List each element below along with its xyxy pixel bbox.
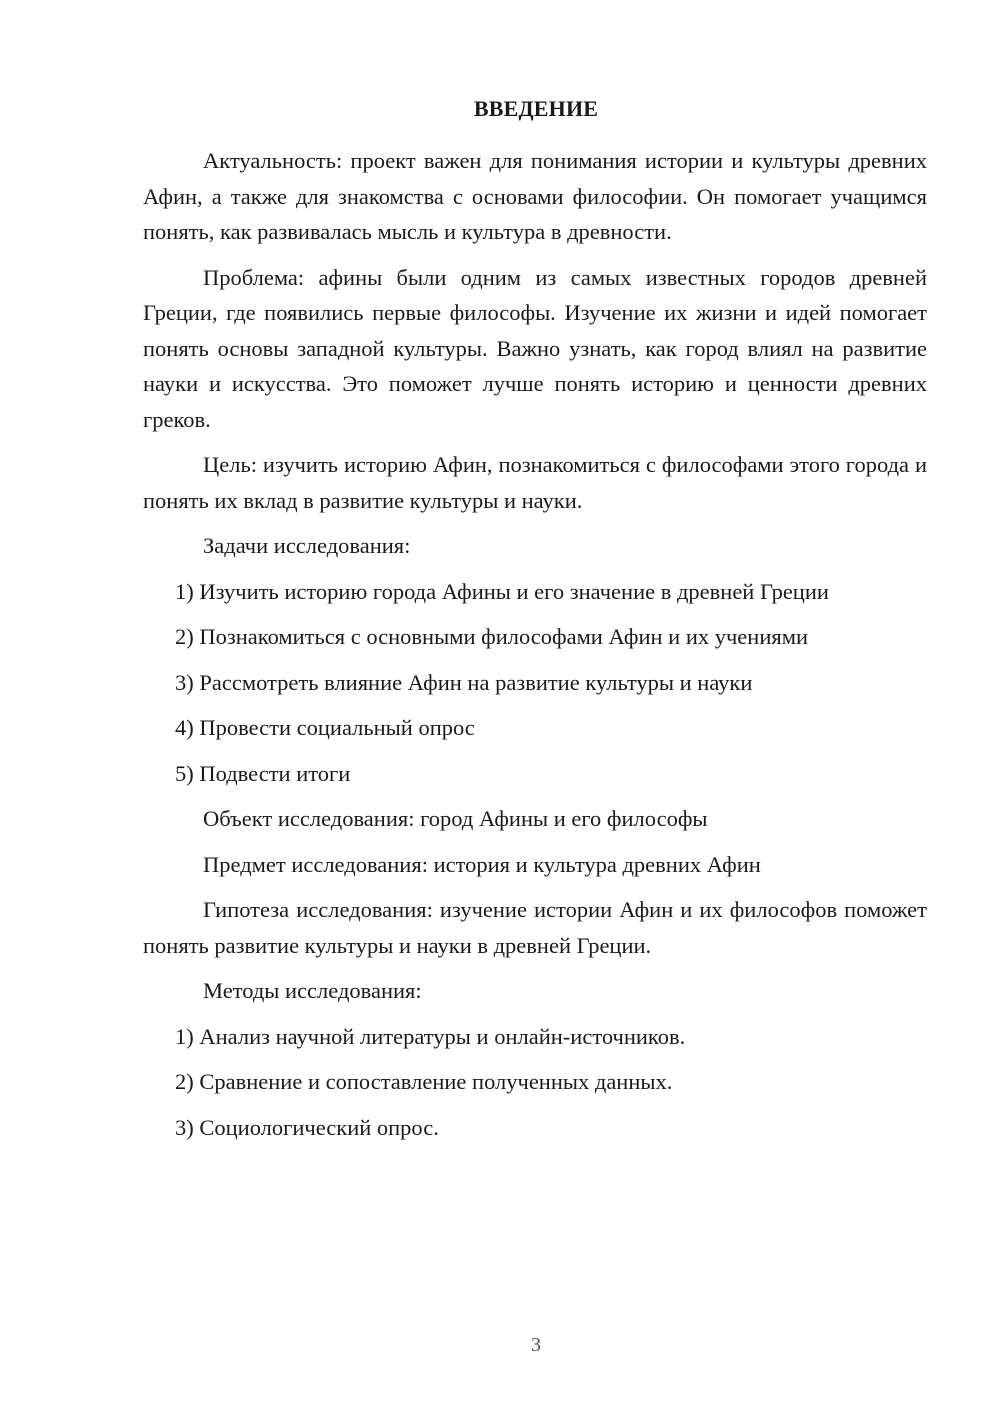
task-item: 5) Подвести итоги [175,760,351,786]
task-item: 1) Изучить историю города Афины и его значение в древней Греции [175,578,829,604]
relevance-paragraph: Актуальность: проект важен для понимания истории и культуры древних Афин, а также для знакомства с основами философии. Он помогает учащимся понять, как развивалась мысль и культура в древности. [143,148,927,244]
body-text [143,143,927,1155]
method-item: 2) Сравнение и сопоставление полученных данных. [175,1069,673,1094]
method-item: 3) Социологический опрос. [175,1114,439,1140]
page-number: 3 [531,1334,541,1356]
object-paragraph: Объект исследования: город Афины и его философы [203,806,708,831]
method-item: 1) Анализ научной литературы и онлайн-источников. [175,1023,686,1049]
subject-paragraph: Предмет исследования: история и культура древних Афин [203,851,761,877]
page-title: ВВЕДЕНИЕ [473,96,599,121]
hypothesis-paragraph: Гипотеза исследования: изучение истории Афин и их философов поможет понять развитие культуры и науки в древней Греции. [143,897,927,958]
problem-paragraph: Проблема: афины были одним из самых известных городов древней Греции, где появились первые философы. Изучение их жизни и идей помогает понять основы западной культуры. Важно узнать, как город влиял на развитие науки и искусства. Это поможет лучше понять историю и ценности древних греков. [143,264,927,432]
methods-heading: Методы исследования: [203,978,422,1003]
task-item: 4) Провести социальный опрос [175,715,475,740]
tasks-heading: Задачи исследования: [203,533,411,558]
goal-paragraph: Цель: изучить историю Афин, познакомиться с философами этого города и понять их вклад в развитие культуры и науки. [143,452,927,513]
task-item: 2) Познакомиться с основными философами Афин и их учениями [175,624,808,649]
task-item: 3) Рассмотреть влияние Афин на развитие культуры и науки [175,669,753,695]
